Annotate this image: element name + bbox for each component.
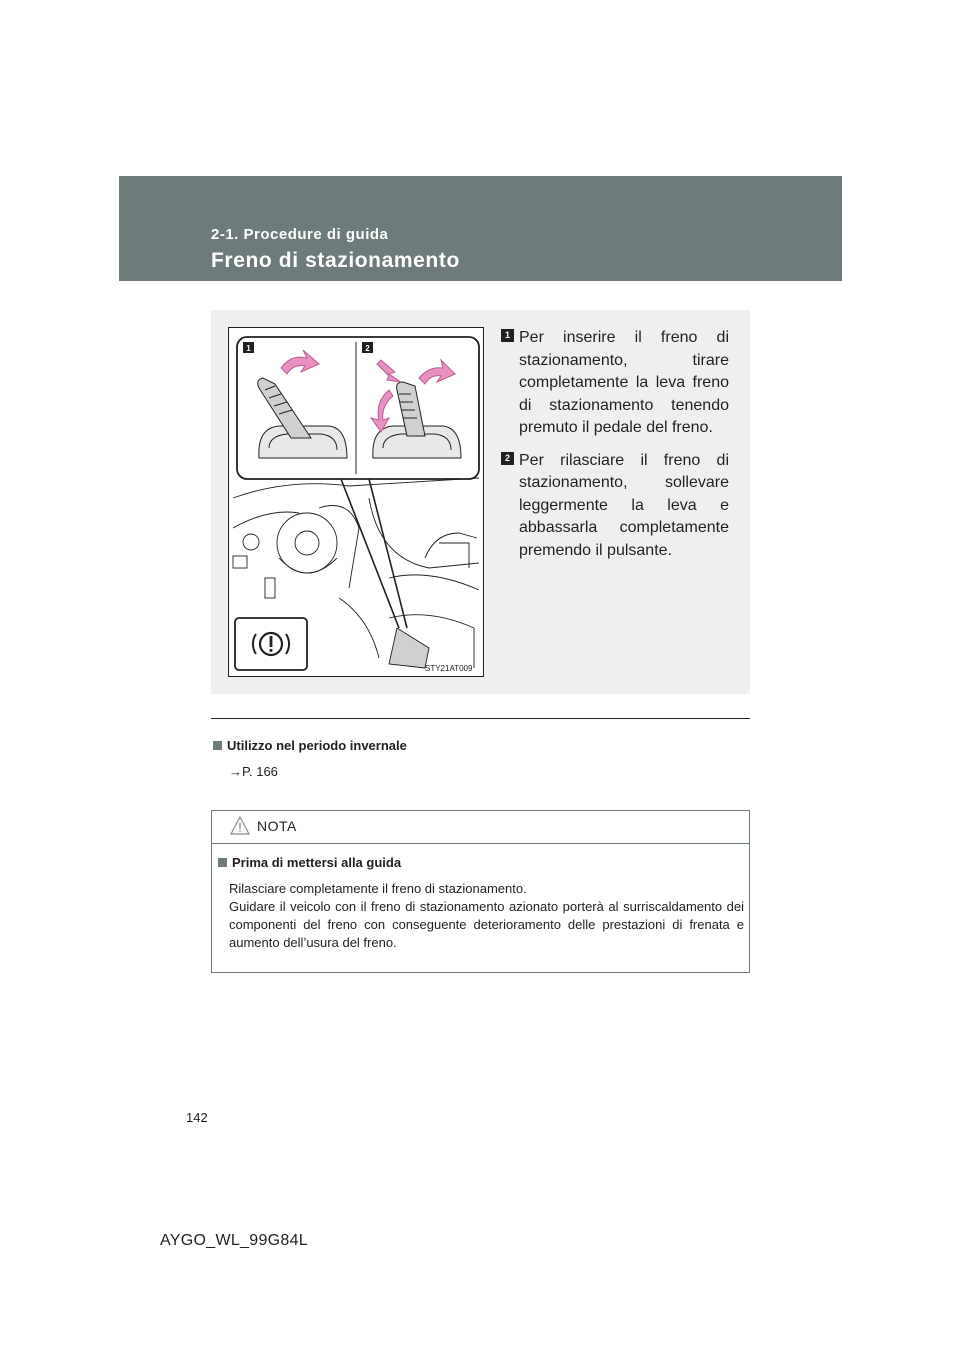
section-divider — [211, 718, 750, 719]
note-subheading — [218, 855, 401, 870]
parking-brake-illustration — [228, 327, 484, 677]
page-title: Freno di stazionamento — [211, 249, 460, 272]
note-header — [212, 811, 749, 844]
info-heading-text: Utilizzo nel periodo invernale — [227, 738, 407, 753]
step-number-1: 1 — [501, 329, 514, 342]
panel-label-2: 2 — [365, 344, 370, 353]
document-code: AYGO_WL_99G84L — [160, 1232, 308, 1249]
parking-brake-drawing — [229, 328, 483, 676]
page-reference-link[interactable]: →P. 166 — [229, 764, 278, 779]
step-item-1 — [501, 327, 729, 440]
panel-label-1: 1 — [246, 344, 251, 353]
note-body — [229, 880, 744, 952]
square-bullet-icon — [213, 741, 222, 750]
illustration-panel — [211, 310, 750, 694]
note-line-2: Guidare il veicolo con il freno di stazionamento azionato porterà al surriscaldamento dei componenti del freno con conseguente deterioramento delle prestazioni di frenata e aumento dell’usura del freno. — [229, 899, 744, 950]
step-text-1: Per inserire il freno di stazionamento, tirare completamente la leva freno di stazionamento tenendo premuto il pedale del freno. — [519, 329, 729, 436]
step-item-2 — [501, 450, 729, 563]
parking-brake-warning-icon — [235, 618, 307, 670]
step-text-2: Per rilasciare il freno di stazionamento, sollevare leggermente la leva e abbassarla completamente premendo il pulsante. — [519, 451, 729, 559]
section-label: 2-1. Procedure di guida — [211, 226, 389, 243]
note-subheading-text: Prima di mettersi alla guida — [232, 855, 402, 870]
step-list — [501, 327, 729, 572]
figure-code: STY21AT009 — [425, 664, 473, 673]
square-bullet-icon — [218, 858, 227, 867]
note-line-1: Rilasciare completamente il freno di stazionamento. — [229, 881, 527, 896]
info-heading — [213, 738, 407, 753]
note-title: NOTA — [257, 818, 297, 834]
step-number-2: 2 — [501, 452, 514, 465]
caution-note-box — [211, 810, 750, 973]
warning-triangle-icon — [230, 816, 250, 835]
page-number: 142 — [186, 1110, 208, 1125]
page-header — [119, 176, 842, 281]
